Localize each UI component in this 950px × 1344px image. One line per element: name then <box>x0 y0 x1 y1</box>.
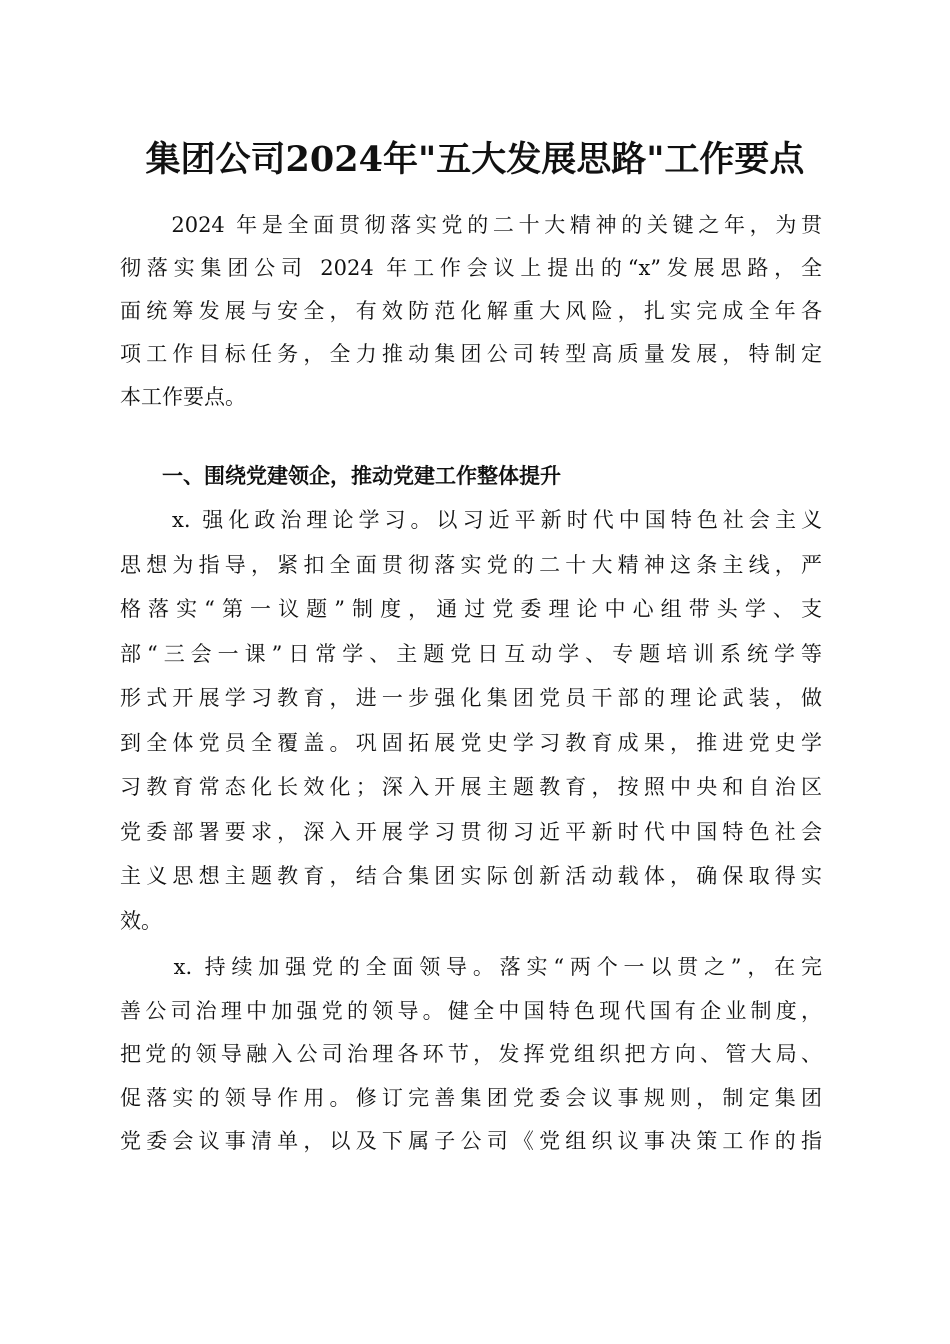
text-line: x. 强化政治理论学习。以习近平新时代中国特色社会主义 <box>120 508 822 532</box>
text-line: 2024 年是全面贯彻落实党的二十大精神的关键之年，为贯 <box>120 213 822 237</box>
document-title: 集团公司2024年"五大发展思路"工作要点 <box>145 139 805 180</box>
text-line: 主义思想主题教育，结合集团实际创新活动载体，确保取得实 <box>120 864 822 888</box>
text-line: x. 持续加强党的全面领导。落实“两个一以贯之”，在完 <box>120 955 822 979</box>
text-line: 一、围绕党建领企，推动党建工作整体提升 <box>120 464 561 488</box>
text-line: 思想为指导，紧扣全面贯彻落实党的二十大精神这条主线，严 <box>120 552 822 577</box>
text-line: 党委部署要求，深入开展学习贯彻习近平新时代中国特色社会 <box>120 819 822 844</box>
text-line: 善公司治理中加强党的领导。健全中国特色现代国有企业制度， <box>120 998 822 1023</box>
text-line: 到全体党员全覆盖。巩固拓展党史学习教育成果，推进党史学 <box>120 730 822 755</box>
text-line: 面统筹发展与安全，有效防范化解重大风险，扎实完成全年各 <box>120 299 822 323</box>
text-line: 形式开展学习教育，进一步强化集团党员干部的理论武装，做 <box>120 686 822 710</box>
text-line: 格落实“第一议题”制度，通过党委理论中心组带头学、支 <box>120 597 822 621</box>
text-line: 部“三会一课”日常学、主题党日互动学、专题培训系统学等 <box>120 641 822 666</box>
text-line: 本工作要点。 <box>120 385 246 409</box>
text-line: 效。 <box>120 908 162 933</box>
text-line: 促落实的领导作用。修订完善集团党委会议事规则，制定集团 <box>120 1085 822 1110</box>
text-line: 彻落实集团公司 2024 年工作会议上提出的“x”发展思路，全 <box>120 256 822 280</box>
text-line: 习教育常态化长效化；深入开展主题教育，按照中央和自治区 <box>120 775 822 799</box>
text-line: 项工作目标任务，全力推动集团公司转型高质量发展，特制定 <box>120 342 822 366</box>
text-line: 党委会议事清单，以及下属子公司《党组织议事决策工作的指 <box>120 1129 822 1153</box>
text-line: 把党的领导融入公司治理各环节，发挥党组织把方向、管大局、 <box>120 1042 822 1066</box>
